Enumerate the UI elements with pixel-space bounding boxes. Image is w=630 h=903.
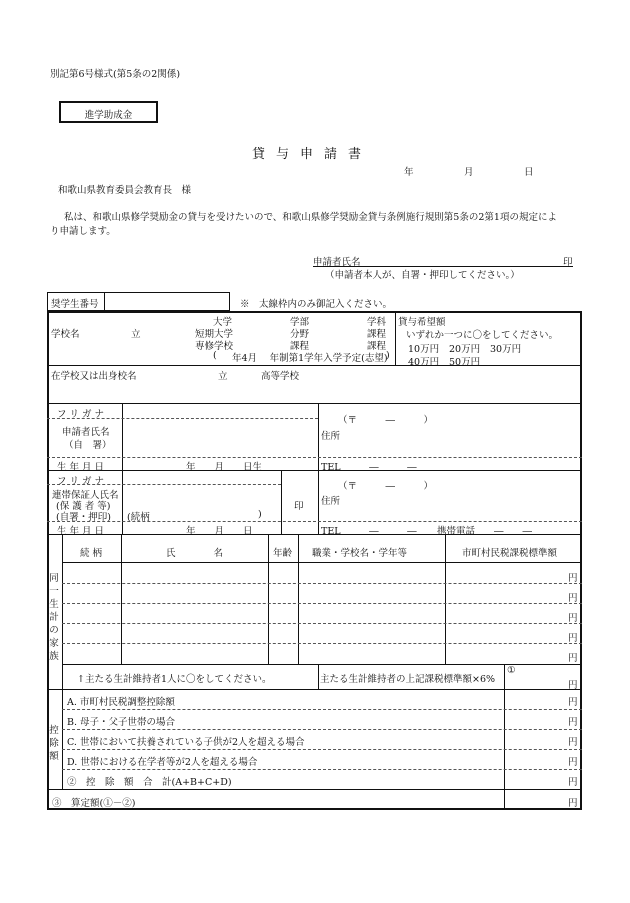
household-side-label: 同一生計の家族 xyxy=(49,573,59,662)
loan-option-30[interactable]: 30万円 xyxy=(490,344,522,355)
guarantor-seal: 印 xyxy=(294,501,304,512)
applicant-name-label: 申請者氏名 xyxy=(313,257,361,268)
loan-wish-instruction: いずれか一つに〇をしてください。 xyxy=(406,330,559,341)
loan-option-10[interactable]: 10万円 xyxy=(408,344,440,355)
deduction-side-label: 控除額 xyxy=(49,725,59,762)
student-number-label: 奨学生番号 xyxy=(51,299,99,310)
body-text-line2: り申請します。 xyxy=(50,226,116,237)
seal-mark: 印 xyxy=(563,257,573,268)
loan-option-50[interactable]: 50万円 xyxy=(449,357,481,368)
body-text-line1: 私は、和歌山県修学奨励金の貸与を受けたいので、和歌山県修学奨励金貸与条例施行規則第5条の2第1項の規定によ xyxy=(64,212,557,223)
loan-wish-title: 貸与希望額 xyxy=(398,317,446,328)
notice: ※ 太線枠内のみ御記入ください。 xyxy=(240,299,393,310)
final-amount-label: ③ 算定額(①－②) xyxy=(52,798,136,809)
household-note: ↑主たる生計維持者1人に〇をしてください。 xyxy=(77,674,272,685)
date-month: 月 xyxy=(464,167,474,178)
loan-option-20[interactable]: 20万円 xyxy=(449,344,481,355)
school-label: 学校名 xyxy=(51,329,80,340)
loan-option-40[interactable]: 40万円 xyxy=(408,357,440,368)
category-box xyxy=(59,101,158,123)
form-id: 別記第6号様式(第5条の2関係) xyxy=(50,69,181,80)
applicant-note: （申請者本人が、自署・押印してください。） xyxy=(325,270,520,281)
page-title: 貸与申請書 xyxy=(252,147,373,162)
date-day: 日 xyxy=(524,167,534,178)
category-label: 進学助成金 xyxy=(84,110,133,121)
date-year: 年 xyxy=(404,167,414,178)
addressee: 和歌山県教育委員会教育長 様 xyxy=(58,185,192,196)
high-school-label: 在学校又は出身校名 xyxy=(51,371,137,382)
